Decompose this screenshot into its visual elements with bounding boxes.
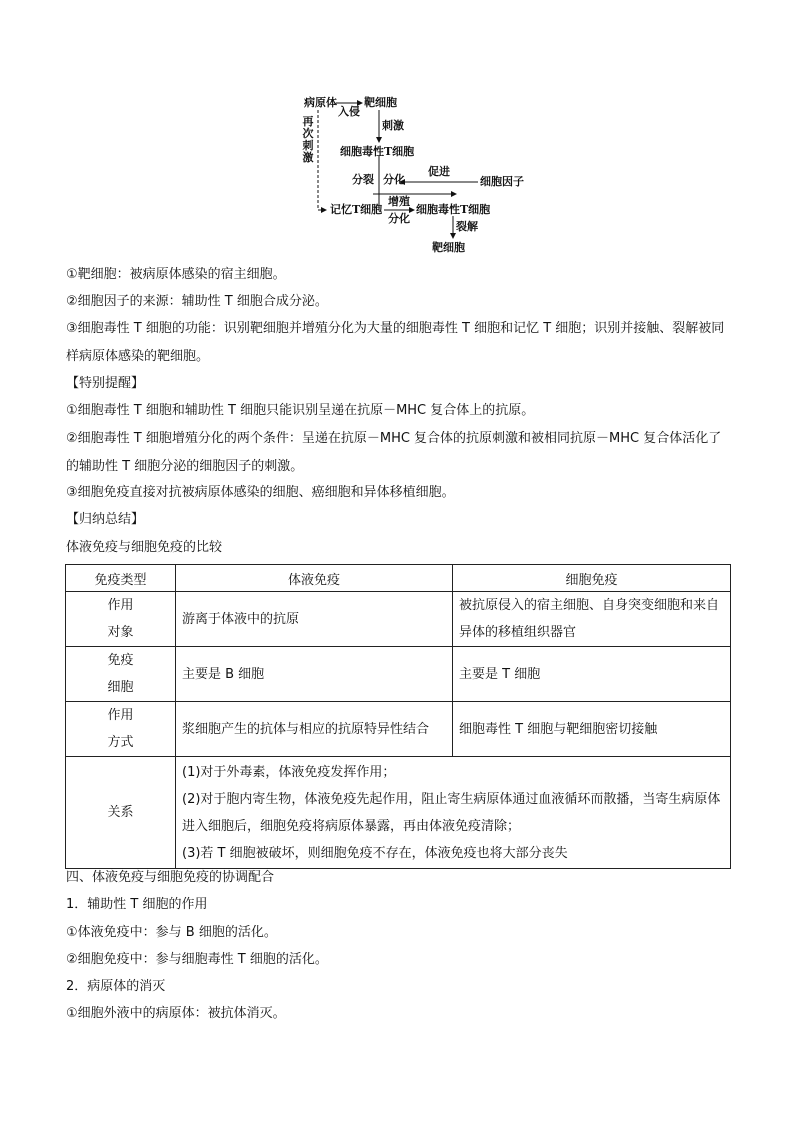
text-line: ②细胞因子的来源：辅助性 T 细胞合成分泌。 xyxy=(66,294,328,309)
row-label-line: 作用 xyxy=(107,598,134,613)
relation-line: (2)对于胞内寄生物，体液免疫先起作用，阻止寄生病原体通过血液循环而散播，当寄生病原体进入细胞后，细胞免疫将病原体暴露，再由体液免疫清除； xyxy=(182,791,721,834)
text-line: ③细胞免疫直接对抗被病原体感染的细胞、癌细胞和异体移植细胞。 xyxy=(66,485,455,500)
table-row xyxy=(66,592,731,647)
target-cell-top-label: 靶细胞 xyxy=(364,96,397,109)
memory-t-label: 记忆T细胞 xyxy=(330,203,383,216)
cellular-cell: 细胞毒性 T 细胞与靶细胞密切接触 xyxy=(453,702,731,757)
row-label xyxy=(66,702,176,757)
humoral-cell: 主要是 B 细胞 xyxy=(176,647,453,702)
humoral-cell: 浆细胞产生的抗体与相应的抗原特异性结合 xyxy=(176,702,453,757)
text-line: ①细胞毒性 T 细胞和辅助性 T 细胞只能识别呈递在抗原－MHC 复合体上的抗原。 xyxy=(66,403,535,418)
row-label-line: 方式 xyxy=(107,735,134,750)
subsection-heading: 1．辅助性 T 细胞的作用 xyxy=(66,897,208,912)
lyse-label: 裂解 xyxy=(456,220,478,233)
table-row xyxy=(66,702,731,757)
stimulate-label: 刺激 xyxy=(382,119,404,132)
promote-label: 促进 xyxy=(428,165,450,178)
row-label-line: 作用 xyxy=(107,708,134,723)
cellular-cell: 主要是 T 细胞 xyxy=(453,647,731,702)
restimulate-label: 再次刺激 xyxy=(302,115,314,164)
row-label xyxy=(66,647,176,702)
comparison-table xyxy=(65,564,731,869)
row-label-line: 细胞 xyxy=(107,680,134,695)
pathogen-label: 病原体 xyxy=(304,96,337,109)
divide-label: 分裂 xyxy=(352,173,374,186)
proliferate-label: 增殖 xyxy=(388,195,410,208)
table-header: 细胞免疫 xyxy=(453,565,731,592)
cellular-cell: 被抗原侵入的宿主细胞、自身突变细胞和来自异体的移植组织器官 xyxy=(453,592,731,647)
table-row-relation xyxy=(66,757,731,869)
row-label: 关系 xyxy=(66,757,176,869)
text-line: ①体液免疫中：参与 B 细胞的活化。 xyxy=(66,925,277,940)
table-row xyxy=(66,647,731,702)
table-caption: 体液免疫与细胞免疫的比较 xyxy=(66,540,223,555)
text-paragraph: ②细胞毒性 T 细胞增殖分化的两个条件：呈递在抗原－MHC 复合体的抗原刺激和被相同抗原－MHC 复合体活化了的辅助性 T 细胞分泌的细胞因子的刺激。 xyxy=(66,431,722,474)
section-heading: 【归纳总结】 xyxy=(66,512,145,527)
cytotoxic-t-label-2: 细胞毒性T细胞 xyxy=(416,203,491,216)
target-cell-bottom-label: 靶细胞 xyxy=(432,241,465,254)
text-line: ②细胞免疫中：参与细胞毒性 T 细胞的活化。 xyxy=(66,952,328,967)
text-paragraph: ③细胞毒性 T 细胞的功能：识别靶细胞并增殖分化为大量的细胞毒性 T 细胞和记忆 T 细胞；识别并接触、裂解被同样病原体感染的靶细胞。 xyxy=(66,321,725,364)
relation-line: (1)对于外毒素，体液免疫发挥作用； xyxy=(182,764,396,780)
cytotoxic-t-label-1: 细胞毒性T细胞 xyxy=(340,145,415,158)
row-label xyxy=(66,592,176,647)
subsection-heading: 2．病原体的消灭 xyxy=(66,979,166,994)
table-header: 体液免疫 xyxy=(176,565,453,592)
table-header-row xyxy=(66,565,731,592)
differentiate-label: 分化 xyxy=(383,173,405,186)
invade-label: 入侵 xyxy=(338,105,360,118)
row-label-line: 免疫 xyxy=(107,653,134,668)
section-heading: 四、体液免疫与细胞免疫的协调配合 xyxy=(66,870,275,885)
cellular-immunity-diagram xyxy=(296,90,536,260)
relation-cell xyxy=(176,757,731,869)
cytokine-label: 细胞因子 xyxy=(480,175,524,188)
text-line: ①细胞外液中的病原体：被抗体消灭。 xyxy=(66,1006,286,1021)
section-heading: 【特别提醒】 xyxy=(66,376,145,391)
table-header: 免疫类型 xyxy=(66,565,176,592)
text-line: ①靶细胞：被病原体感染的宿主细胞。 xyxy=(66,267,286,282)
differentiate2-label: 分化 xyxy=(388,212,410,225)
row-label-line: 对象 xyxy=(107,625,134,640)
relation-line: (3)若 T 细胞被破坏，则细胞免疫不存在，体液免疫也将大部分丧失 xyxy=(182,845,568,861)
humoral-cell: 游离于体液中的抗原 xyxy=(176,592,453,647)
